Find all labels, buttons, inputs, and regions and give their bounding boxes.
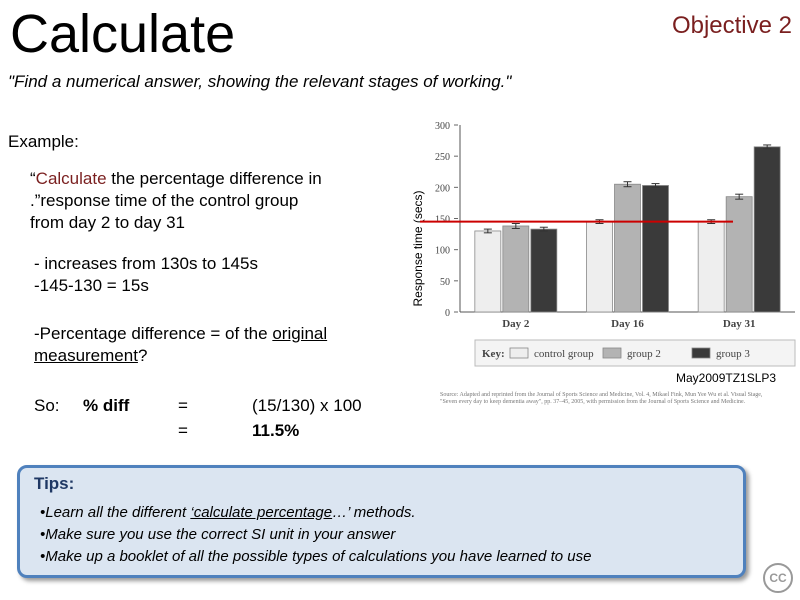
increases-line2: -145-130 = 15s (34, 276, 149, 295)
response-time-chart (410, 118, 800, 370)
bar-1 (475, 231, 501, 312)
example-label: Example: (8, 132, 79, 151)
source-line-2: "Seven every day to keep dementia away", pp. 37–45, 2005, with permission from the Journal of Sports Science and Medicine. (440, 399, 746, 405)
x-tick-label: Day 16 (611, 318, 644, 330)
so-label: So: (34, 396, 60, 415)
bar-2 (726, 197, 752, 312)
definition-text: "Find a numerical answer, showing the relevant stages of working." (8, 72, 512, 91)
quote-line3: from day 2 to day 31 (30, 213, 185, 232)
y-tick-label: 0 (445, 308, 450, 319)
x-tick-label: Day 2 (502, 318, 530, 330)
quote-line2: .”response time of the control group (30, 191, 299, 210)
example-question (30, 168, 390, 234)
y-tick-label: 200 (435, 183, 450, 195)
working-step-1 (34, 253, 258, 297)
legend-label: group 3 (716, 348, 750, 360)
tip-item: •Make up a booklet of all the possible types of calculations you have learned to use (40, 548, 592, 565)
tip-item: •Make sure you use the correct SI unit in your answer (40, 526, 396, 543)
legend-title: Key: (482, 348, 505, 360)
source-line-1: Source: Adapted and reprinted from the Journal of Sports Science and Medicine, Vol. 4, Mikael Fink, Mun Yee Wu et al. Visual Stage, (440, 392, 763, 398)
y-tick-label: 100 (435, 245, 450, 257)
legend-swatch (510, 348, 528, 358)
legend-swatch (603, 348, 621, 358)
bar-3 (754, 147, 780, 312)
bar-1 (698, 222, 724, 312)
y-tick-label: 150 (435, 214, 450, 226)
working-step-2 (34, 323, 394, 367)
y-tick-label: 50 (440, 276, 450, 288)
quote-line1: the percentage difference in (106, 169, 322, 188)
quote-keyword: Calculate (35, 169, 107, 188)
y-tick-label: 300 (435, 121, 450, 132)
y-axis-title: Response time (secs) (411, 190, 425, 307)
source-caption (440, 392, 770, 406)
calc-expression: (15/130) x 100 (252, 396, 362, 415)
legend-label: control group (534, 348, 594, 360)
pct-prefix: -Percentage difference = of the (34, 324, 273, 343)
quote-open: “ (30, 169, 36, 188)
equals-sign: = (178, 396, 188, 415)
slide-title: Calculate (10, 4, 236, 64)
exam-reference: May2009TZ1SLP3 (676, 371, 777, 385)
tip1-suffix: …’ methods. (332, 504, 416, 521)
y-tick-label: 250 (435, 152, 450, 164)
tip1-underlined: ‘calculate percentage (190, 504, 333, 521)
pct-measurement: measurement (34, 346, 138, 365)
bar-3 (643, 185, 669, 312)
objective-label: Objective 2 (671, 12, 792, 39)
pct-original: original (272, 324, 328, 343)
cc-badge: CC (763, 563, 793, 593)
pct-diff-label: % diff (83, 396, 130, 415)
bar-2 (503, 226, 529, 312)
tips-title: Tips: (34, 474, 75, 493)
bar-3 (531, 229, 557, 312)
legend-label: group 2 (627, 348, 661, 360)
pct-suffix: ? (137, 346, 148, 365)
calc-result: 11.5% (252, 421, 300, 440)
bar-1 (587, 222, 613, 312)
bar-2 (615, 184, 641, 312)
increases-line1: - increases from 130s to 145s (34, 254, 258, 273)
tip-item (40, 504, 416, 521)
x-tick-label: Day 31 (722, 318, 756, 330)
tip1-prefix: •Learn all the different (40, 504, 191, 521)
equals-sign: = (178, 421, 188, 440)
legend-swatch (692, 348, 710, 358)
